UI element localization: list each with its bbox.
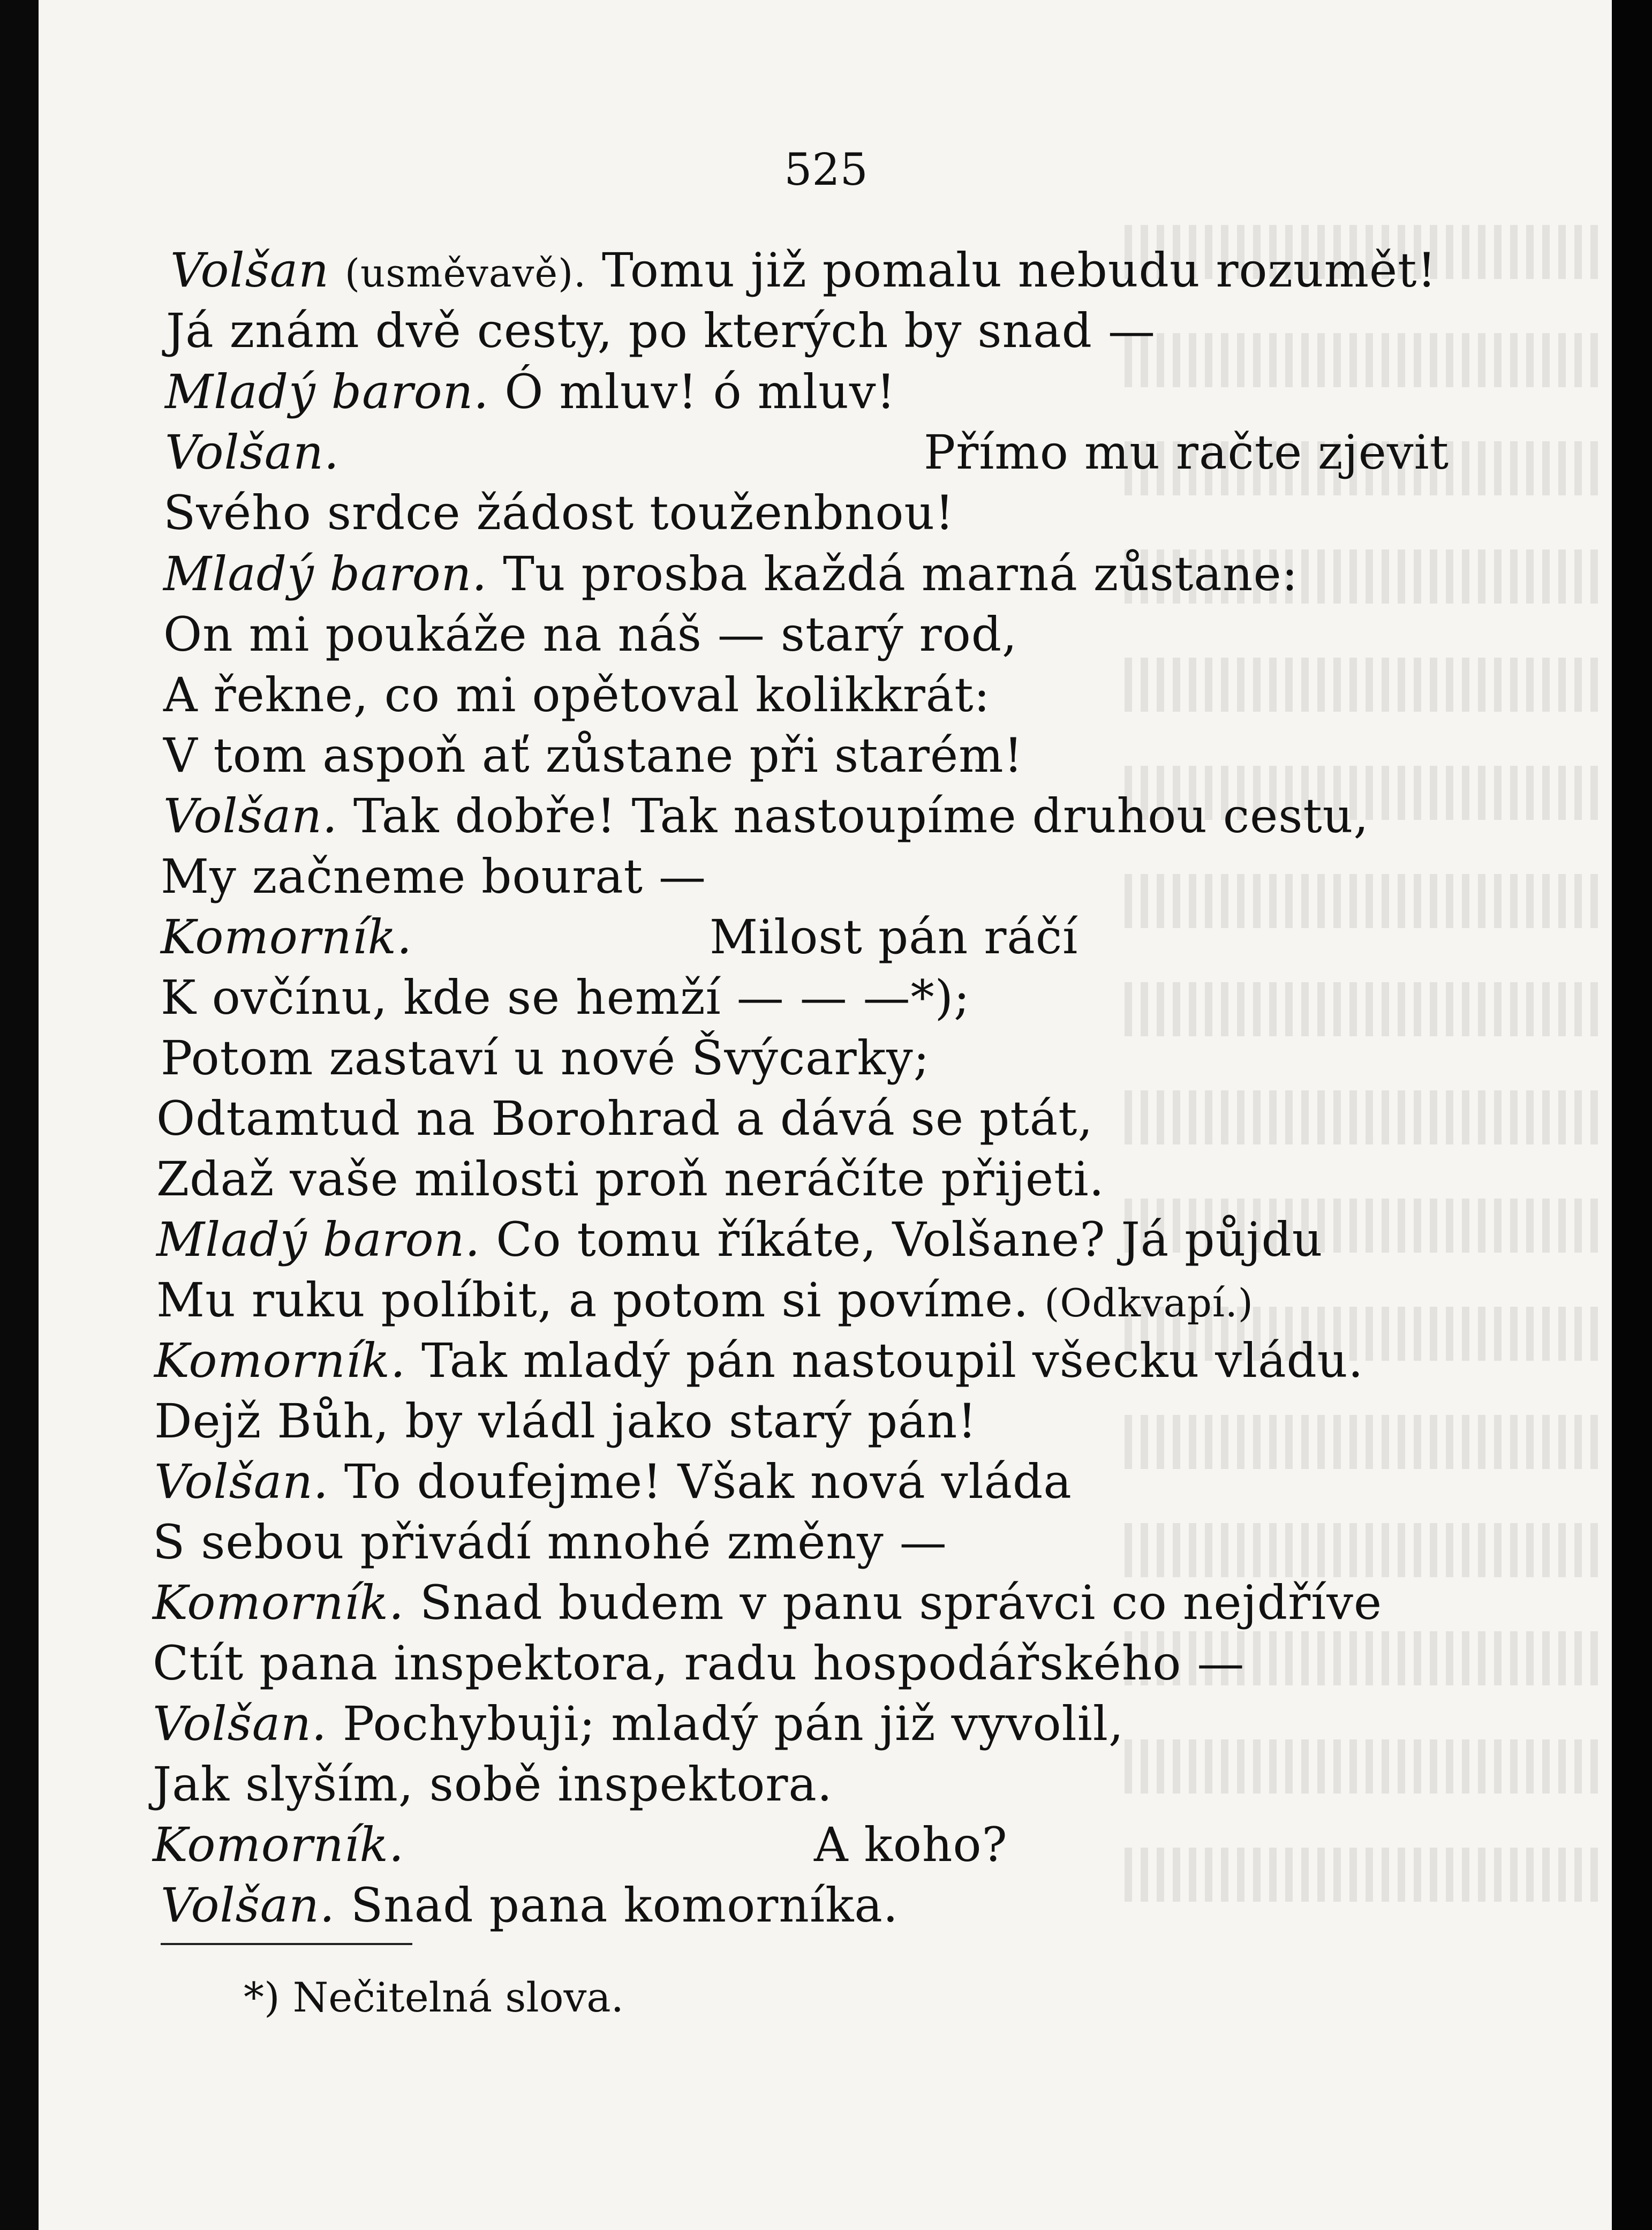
stage-direction: (Odkvapí.)	[1044, 1280, 1254, 1325]
text-line: Milost pán ráčí	[710, 909, 1078, 965]
speaker-name: Volšan.	[154, 1454, 329, 1509]
page-number: 525	[784, 145, 868, 195]
speaker-name: Komorník.	[153, 1817, 404, 1872]
line-text: Snad pana komorníka.	[335, 1878, 899, 1933]
speaker-name: Mladý baron.	[156, 1212, 481, 1267]
text-line	[153, 1576, 1382, 1630]
text-line	[154, 1334, 1364, 1388]
text-line	[163, 789, 1369, 843]
text-line: Svého srdce žádost touženbnou!	[163, 485, 955, 540]
line-text: Pochybuji; mladý pán již vyvolil,	[327, 1696, 1125, 1751]
footnote-rule	[161, 1943, 412, 1945]
line-text: Tak dobře! Tak nastoupíme druhou cestu,	[337, 788, 1369, 843]
speaker-name: Komorník.	[154, 1333, 406, 1388]
speaker-name: Volšan.	[165, 425, 340, 480]
speaker-name: Volšan.	[161, 1878, 335, 1933]
text-line: Přímo mu račte zjevit	[924, 425, 1450, 480]
text-line: Já znám dvě cesty, po kterých by snad —	[166, 303, 1156, 358]
line-text: Mu ruku políbit, a potom si povíme.	[156, 1272, 1045, 1328]
speaker-name: Komorník.	[161, 909, 412, 965]
text-line	[153, 1697, 1124, 1751]
text-line: On mi poukáže na náš — starý rod,	[163, 607, 1017, 662]
speaker-name: Komorník.	[153, 1575, 404, 1630]
speaker-name: Volšan.	[153, 1696, 327, 1751]
text-line: Zdaž vaše milosti proň neráčíte přijeti.	[156, 1151, 1105, 1207]
speaker-name: Mladý baron.	[163, 546, 488, 601]
line-text: Tomu již pomalu nebudu rozumět!	[586, 243, 1437, 298]
speaker-name: Mladý baron.	[165, 364, 489, 419]
text-line: Odtamtud na Borohrad a dává se ptát,	[156, 1091, 1093, 1146]
stage-direction: (usměvavě).	[344, 251, 587, 296]
line-text: Tak mladý pán nastoupil všecku vládu.	[405, 1333, 1364, 1388]
line-text: Tu prosba každá marná zůstane:	[487, 546, 1299, 601]
text-line	[163, 547, 1298, 601]
text-line: Dejž Bůh, by vládl jako starý pán!	[154, 1393, 977, 1449]
text-line	[170, 244, 1437, 300]
text-line	[165, 365, 896, 419]
text-line: Potom zastaví u nové Švýcarky;	[161, 1030, 930, 1086]
scan-left-border	[0, 0, 39, 2230]
footnote: *) Nečitelná slova.	[244, 1973, 624, 2021]
text-line: K ovčínu, kde se hemží — — —*);	[161, 970, 970, 1025]
text-line	[156, 1213, 1323, 1267]
text-line	[161, 1879, 899, 1932]
speaker-name: Volšan	[170, 243, 329, 298]
text-line: V tom aspoň ať zůstane při starém!	[163, 728, 1023, 783]
line-text: To doufejme! Však nová vláda	[328, 1454, 1072, 1509]
line-text: Ó mluv! ó mluv!	[489, 364, 896, 419]
text-line: S sebou přivádí mnohé změny —	[153, 1515, 947, 1570]
text-line	[156, 1274, 1254, 1330]
scan-right-border	[1612, 0, 1652, 2230]
text-line: Ctít pana inspektora, radu hospodářského —	[153, 1636, 1245, 1691]
text-line	[154, 1455, 1072, 1509]
text-line: A koho?	[814, 1817, 1008, 1872]
text-line: Jak slyším, sobě inspektora.	[153, 1757, 833, 1812]
line-text: Snad budem v panu správci co nejdříve	[404, 1575, 1383, 1630]
text-line: My začneme bourat —	[161, 849, 707, 904]
speaker-name: Volšan.	[163, 788, 338, 843]
line-text: Co tomu říkáte, Volšane? Já půjdu	[480, 1212, 1323, 1267]
text-line: A řekne, co mi opětoval kolikkrát:	[163, 667, 991, 722]
